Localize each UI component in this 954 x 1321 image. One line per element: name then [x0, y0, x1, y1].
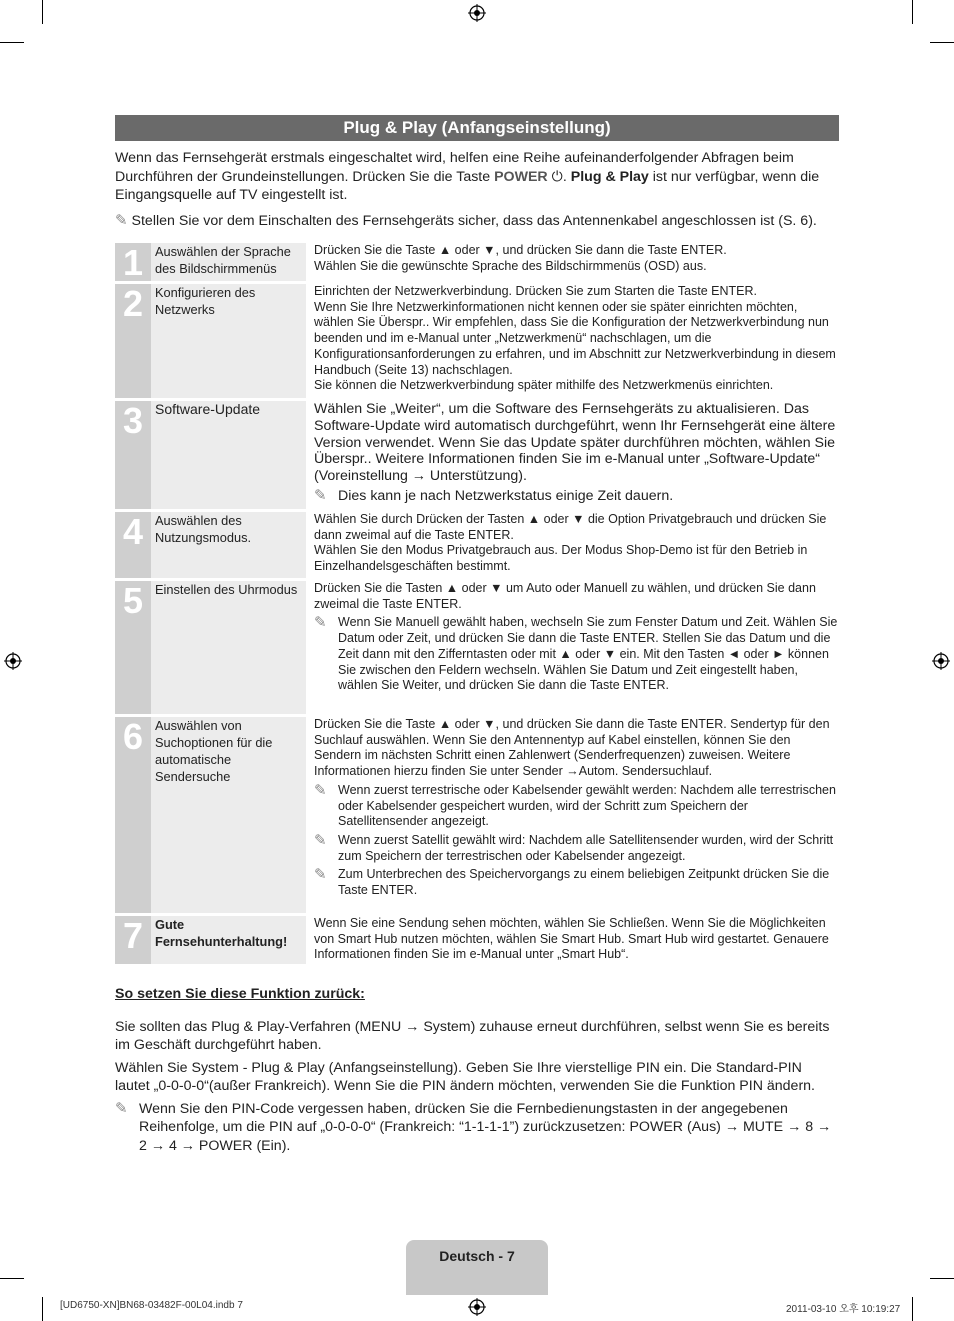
intro-text: Wenn das Fernsehgerät erstmals eingeschaltet wird, helfen eine Reihe aufeinanderfolgender Abfragen beim Durchführen der Grundeinstellungen. Drücken Sie die Taste — [115, 150, 794, 185]
note-text: Dies kann je nach Netzwerkstatus einige Zeit dauern. — [338, 487, 674, 504]
step-text: Drücken Sie die Taste ▲ oder ▼, und drücken Sie dann die Taste ENTER. Sendertyp für den Suchlauf auswählen. Wenn Sie den Antennentyp auf Kabel einstellen, können Sie den Sendern im nächsten Schritt einen Zahlenwert (Senderfrequenzen) zuweisen. Weitere Informationen hierzu finden Sie unter Sender →Autom. Sendersuchlauf. — [314, 717, 830, 779]
crop-mark — [930, 1278, 954, 1279]
step-number: 2 — [115, 284, 151, 398]
step-text: Wenn Sie Ihre Netzwerkinformationen nicht kennen oder sie später einrichten möchten, wählen Sie Überspr.. Wir empfehlen, dass Sie die Konfiguration der Netzwerkverbindung nun beenden und im e-Manual unter „Netzwerkmenü“ nachschlagen, um die Konfigurationsanforderungen zu erfahren, und im Abschnitt zur Netzwerkverbindung in diesem Handbuch (Seite 13) nachschlagen. — [314, 299, 836, 377]
plug-play-label: Plug & Play — [570, 168, 649, 185]
step-text: Wählen Sie den Modus Privatgebrauch aus. Der Modus Shop-Demo ist für den Betrieb in Einzelhandelsgeschäften bestimmt. — [314, 543, 808, 574]
note-text: Wenn Sie Manuell gewählt haben, wechseln Sie zum Fenster Datum und Zeit. Wählen Sie Datum oder Zeit, und drücken Sie dann die Taste ENTER. Stellen Sie das Datum und die Zeit dann mit den Zifferntasten oder mit ▲ oder ▼ ein. Mit den Tasten ◄ oder ► können Sie zwischen den Feldern wechseln. Wählen Sie Datum und Zeit eingestellt haben, wählen Sie Weiter, und drücken Sie dann die Taste ENTER. — [338, 615, 838, 693]
step-text: Wählen Sie „Weiter“, um die Software des Fernsehgeräts zu aktualisieren. Das Software-Update wird automatisch durchgeführt, wenn Ihr Fernsehgerät eine ältere Version verwendet. Wenn Sie das Update später durchführen möchten, wählen Sie Überspr.. Weitere Informationen finden Sie im e-Manual unter „Software-Update“ (Voreinstellung → Unterstützung). — [314, 401, 836, 485]
step-row — [115, 243, 839, 281]
reset-paragraph: Wählen Sie System - Plug & Play (Anfangseinstellung). Geben Sie Ihre vierstellige PIN ein. Die Standard-PIN lautet „0-0-0-0“(außer Frankreich). Wenn Sie die PIN ändern möchten, verwenden Sie die Funktion PIN ändern. — [115, 1059, 816, 1094]
crop-mark — [0, 42, 24, 43]
crop-mark — [912, 0, 913, 24]
step-label: Auswählen von Suchoptionen für die automatische Sendersuche — [151, 717, 306, 913]
step-text: Wenn Sie eine Sendung sehen möchten, wählen Sie Schließen. Wenn Sie die Möglichkeiten von Smart Hub nutzen möchten, wählen Sie Smart Hub. Smart Hub wird gestartet. Genauere Informationen finden Sie im e-Manual unter „Smart Hub“. — [314, 916, 829, 962]
antenna-note — [115, 212, 840, 231]
step-description — [306, 916, 839, 964]
step-number: 7 — [115, 916, 151, 964]
registration-mark-icon — [468, 4, 486, 22]
step-row — [115, 401, 839, 509]
step-note — [314, 615, 839, 694]
crop-mark — [42, 1297, 43, 1321]
step-row — [115, 512, 839, 578]
step-row — [115, 581, 839, 714]
crop-mark — [930, 42, 954, 43]
step-description — [306, 243, 839, 281]
reset-paragraph: Sie sollten das Plug & Play-Verfahren (MENU → System) zuhause erneut durchführen, selbst wenn Sie es bereits im Geschäft durchgeführt haben. — [115, 1018, 830, 1053]
step-number: 4 — [115, 512, 151, 578]
step-text: Sie können die Netzwerkverbindung später mithilfe des Netzwerkmenüs einrichten. — [314, 378, 774, 393]
intro-text: ist nur verfügbar, wenn die Eingangsquelle auf TV eingestellt ist. — [115, 168, 820, 203]
step-description — [306, 717, 839, 913]
note-pencil-icon: ✎ — [314, 614, 327, 632]
note-text: Wenn zuerst Satellit gewählt wird: Nachdem alle Satellitensender wurden, wird der Schritt zum Speichern der terrestrischen oder Kabelsender angezeigt. — [338, 832, 834, 863]
print-footer-timestamp: 2011-03-10 오후 10:19:27 — [786, 1304, 901, 1315]
note-text: Zum Unterbrechen des Speichervorgangs zu einem beliebigen Zeitpunkt drücken Sie die Taste ENTER. — [338, 867, 830, 898]
page-number-tab: Deutsch - 7 — [406, 1240, 548, 1295]
step-text: Drücken Sie die Taste ▲ oder ▼, und drücken Sie dann die Taste ENTER. — [314, 243, 727, 257]
step-note — [314, 488, 839, 505]
note-pencil-icon: ✎ — [115, 212, 128, 229]
step-number: 5 — [115, 581, 151, 714]
reset-note — [115, 1100, 840, 1156]
step-row — [115, 284, 839, 398]
registration-mark-icon — [932, 652, 950, 670]
step-description — [306, 401, 839, 509]
step-note — [314, 783, 839, 830]
step-number: 3 — [115, 401, 151, 509]
step-label: Auswählen des Nutzungsmodus. — [151, 512, 306, 578]
step-label: Konfigurieren des Netzwerks — [151, 284, 306, 398]
reset-section — [115, 985, 840, 1155]
step-row — [115, 717, 839, 913]
note-pencil-icon: ✎ — [115, 1099, 128, 1117]
step-row — [115, 916, 839, 964]
note-text: Stellen Sie vor dem Einschalten des Fernsehgeräts sicher, dass das Antennenkabel angeschlossen ist (S. 6). — [131, 213, 817, 229]
crop-mark — [0, 1278, 24, 1279]
step-note — [314, 833, 839, 864]
step-text: Wählen Sie die gewünschte Sprache des Bildschirmmenüs (OSD) aus. — [314, 258, 707, 273]
intro-text: . — [562, 168, 571, 185]
reset-heading: So setzen Sie diese Funktion zurück: — [115, 986, 365, 1002]
step-description — [306, 512, 839, 578]
section-title: Plug & Play (Anfangseinstellung) — [115, 115, 839, 141]
step-label: Einstellen des Uhrmodus — [151, 581, 306, 714]
note-pencil-icon: ✎ — [314, 781, 327, 799]
step-description — [306, 284, 839, 398]
note-pencil-icon: ✎ — [314, 866, 327, 884]
step-label: Software-Update — [151, 401, 306, 509]
step-description — [306, 581, 839, 714]
step-label: Auswählen der Sprache des Bildschirmmenüs — [151, 243, 306, 281]
step-text: Drücken Sie die Tasten ▲ oder ▼ um Auto oder Manuell zu wählen, und drücken Sie dann zweimal die Taste ENTER. — [314, 581, 816, 611]
crop-mark — [42, 0, 43, 24]
print-footer-file: [UD6750-XN]BN68-03482F-00L04.indb 7 — [60, 1300, 243, 1311]
registration-mark-icon — [468, 1298, 486, 1316]
step-number: 1 — [115, 243, 151, 281]
crop-mark — [912, 1297, 913, 1321]
step-text: Wählen Sie durch Drücken der Tasten ▲ oder ▼ die Option Privatgebrauch und drücken Sie dann zweimal auf die Taste ENTER. — [314, 512, 827, 542]
power-key-label: POWER — [494, 168, 548, 185]
note-text: Wenn Sie den PIN-Code vergessen haben, drücken Sie die Fernbedienungstasten in der angegebenen Reihenfolge, um die PIN auf „0-0-0-0“ (Frankreich: “1-1-1-1”) zurückzusetzen: POWER (Aus) → MUTE → 8 → 2 → 4 → POWER (Ein). — [139, 1100, 832, 1154]
steps-table — [115, 243, 839, 967]
step-number: 6 — [115, 717, 151, 913]
power-icon: ⏻ — [551, 168, 563, 185]
note-text: Wenn zuerst terrestrische oder Kabelsender gewählt werden: Nachdem alle terrestrischen oder Kabelsender gespeichert wurden, wird der Schritt zum Speichern der Satellitensender angezeigt. — [338, 782, 836, 829]
registration-mark-icon — [4, 652, 22, 670]
intro-paragraph — [115, 149, 840, 205]
step-note — [314, 867, 839, 898]
note-pencil-icon: ✎ — [314, 486, 327, 504]
note-pencil-icon: ✎ — [314, 831, 327, 849]
step-label: Gute Fernsehunterhaltung! — [151, 916, 306, 964]
step-text: Einrichten der Netzwerkverbindung. Drücken Sie zum Starten die Taste ENTER. — [314, 284, 758, 298]
